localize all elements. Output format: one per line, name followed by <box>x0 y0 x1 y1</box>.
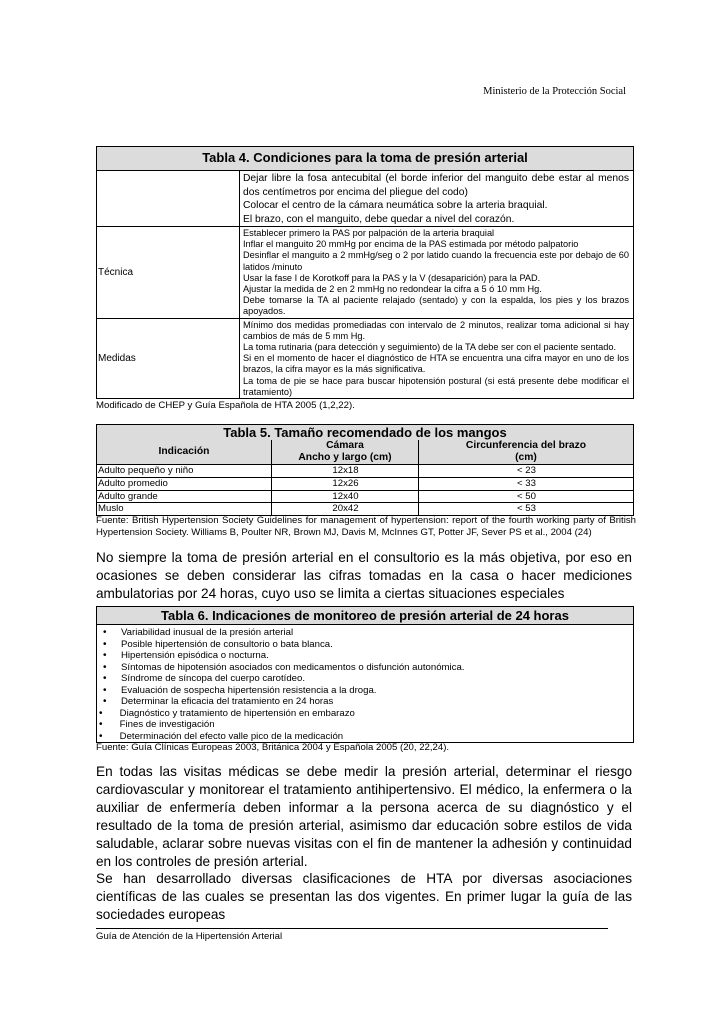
table-4 <box>96 146 634 399</box>
table-4-row-text <box>240 171 634 227</box>
table-row <box>97 171 634 227</box>
table-6-title: Tabla 6. Indicaciones de monitoreo de presión arterial de 24 horas <box>97 607 634 625</box>
list-item <box>99 719 633 731</box>
list-item-text: Evaluación de sospecha hipertensión resistencia a la droga. <box>121 684 377 696</box>
col-camara-line2: Ancho y largo (cm) <box>298 452 392 463</box>
table-row <box>97 490 634 503</box>
table-4-row-text <box>240 318 634 398</box>
list-item-text: Fines de investigación <box>117 719 215 730</box>
table-4-line: La toma rutinaria (para detección y seguimiento) de la TA debe ser con el paciente sentado. <box>243 342 616 353</box>
table-6-note: Fuente: Guía Clínicas Europeas 2003, Británica 2004 y Española 2005 (20, 22,24). <box>96 742 450 753</box>
table-row <box>97 227 634 319</box>
col-circ-line2: (cm) <box>515 452 537 463</box>
table-4-line: Usar la fase I de Korotkoff para la PAS y la V (desaparición) para la PAD. <box>243 272 541 283</box>
table-5-title: Tabla 5. Tamaño recomendado de los mangos <box>97 425 634 441</box>
table-row <box>97 318 634 398</box>
table-4-row-label <box>97 171 240 227</box>
table-4-row-text <box>240 227 634 319</box>
cell-camara: 12x40 <box>272 490 419 503</box>
list-item-text: Síndrome de síncopa del cuerpo carotídeo. <box>121 673 305 684</box>
list-item <box>99 731 633 743</box>
bullet-icon: • <box>103 650 107 661</box>
list-item-text: Diagnóstico y tratamiento de hipertensión en embarazo <box>117 707 355 719</box>
list-item <box>103 662 633 674</box>
table-4-row-label: Técnica <box>97 227 240 319</box>
table-row <box>97 503 634 516</box>
table-4-line: Desinflar el manguito a 2 mmHg/seg o 2 por latido cuando la frecuencia este por debajo de 60 latidos /minuto <box>243 250 629 272</box>
table-row <box>97 477 634 490</box>
list-item-text: Determinar la eficacia del tratamiento en 24 horas <box>121 696 334 707</box>
table-4-line: Ajustar la medida de 2 en 2 mmHg no redondear la cifra a 5 ó 10 mm Hg. <box>243 284 542 295</box>
cell-camara: 12x26 <box>272 477 419 490</box>
list-item <box>103 696 633 708</box>
cell-indicacion: Adulto pequeño y niño <box>97 465 272 478</box>
footer-title: Guía de Atención de la Hipertensión Arterial <box>96 931 283 942</box>
footer-divider <box>96 928 608 929</box>
cell-indicacion: Adulto promedio <box>97 477 272 490</box>
table-4-row-label: Medidas <box>97 318 240 398</box>
table-row <box>97 465 634 478</box>
paragraph-3: Se han desarrollado diversas clasificaciones de HTA por diversas asociaciones científicas de las cuales se presentan las dos vigentes. En primer lugar la guía de las sociedades europeas <box>96 871 632 922</box>
table-4-line: La toma de pie se hace para buscar hipotensión postural (si está presente debe modificar el tratamiento) <box>243 375 629 397</box>
cell-indicacion: Muslo <box>97 503 272 516</box>
bullet-icon: • <box>99 719 103 730</box>
cell-circ: < 53 <box>419 503 634 516</box>
list-item-text: Síntomas de hipotensión asociados con medicamentos o disfunción autonómica. <box>121 661 465 673</box>
table-6-list <box>97 625 634 743</box>
col-circ-line1: Circunferencia del brazo <box>465 440 587 451</box>
table-4-line: Mínimo dos medidas promediadas con intervalo de 2 minutos, realizar toma adicional si hay cambios de más de 5 mm Hg. <box>243 319 629 341</box>
table-4-line: Si en el momento de hacer el diagnóstico de HTA se encuentra una cifra mayor en uno de los brazos, la cifra mayor es la más significativa. <box>243 353 629 375</box>
bullet-icon: • <box>103 638 107 650</box>
col-camara <box>272 440 419 465</box>
paragraph-2: En todas las visitas médicas se debe medir la presión arterial, determinar el riesgo cardiovascular y monitorear el tratamiento antihipertensivo. El médico, la enfermera o la auxiliar de enfermería deben informar a la persona acerca de su diagnóstico y el resultado de la toma de presión arterial, asimismo dar educación sobre estilos de vida saludable, aclarar sobre nuevas visitas con el fin de mantener la adhesión y continuidad en los controles de presión arterial. <box>96 764 632 869</box>
bullet-icon: • <box>103 627 107 638</box>
list-item-text: Determinación del efecto valle pico de la medicación <box>117 730 344 742</box>
list-item <box>103 627 633 639</box>
list-item-text: Posible hipertensión de consultorio o bata blanca. <box>121 638 333 650</box>
table-4-line: Colocar el centro de la cámara neumática sobre la arteria braquial. <box>243 200 548 211</box>
table-4-line: Dejar libre la fosa antecubital (el borde inferior del manguito debe estar al menos dos centímetros por encima del pliegue del codo) <box>243 173 629 198</box>
table-4-line: Establecer primero la PAS por palpación de la arteria braquial <box>243 228 495 238</box>
list-item <box>103 685 633 697</box>
table-4-line: Debe tomarse la TA al paciente relajado (sentado) y con la espalda, los pies y los brazos apoyados. <box>243 295 629 317</box>
list-item <box>103 673 633 685</box>
table-4-title: Tabla 4. Condiciones para la toma de presión arterial <box>97 147 634 171</box>
paragraph-1: No siempre la toma de presión arterial en el consultorio es la más objetiva, por eso en ocasiones se deben considerar las cifras tomadas en la casa o hacer mediciones ambulatorias por 24 horas, cuyo uso se limita a ciertas situaciones especiales <box>96 550 632 601</box>
table-4-line: Inflar el manguito 20 mmHg por encima de la PAS estimada por método palpatorio <box>243 239 579 250</box>
bullet-icon: • <box>103 696 107 707</box>
cell-camara: 12x18 <box>272 465 419 478</box>
bullet-icon: • <box>103 661 107 673</box>
col-indicacion: Indicación <box>97 440 272 465</box>
cell-circ: < 33 <box>419 477 634 490</box>
table-5 <box>96 424 634 516</box>
bullet-icon: • <box>99 730 103 742</box>
list-item <box>103 639 633 651</box>
table-4-line: El brazo, con el manguito, debe quedar a nivel del corazón. <box>243 213 515 225</box>
table-6 <box>96 606 634 743</box>
bullet-icon: • <box>103 684 107 696</box>
table-4-note: Modificado de CHEP y Guía Española de HTA 2005 (1,2,22). <box>96 400 355 411</box>
list-item <box>99 708 633 720</box>
cell-indicacion: Adulto grande <box>97 490 272 503</box>
cell-circ: < 23 <box>419 465 634 478</box>
header-ministry: Ministerio de la Protección Social <box>483 86 626 97</box>
bullet-icon: • <box>99 707 103 719</box>
col-circunferencia <box>419 440 634 465</box>
bullet-icon: • <box>103 673 107 684</box>
list-item <box>103 650 633 662</box>
list-item-text: Variabilidad inusual de la presión arterial <box>121 627 294 638</box>
cell-circ: < 50 <box>419 490 634 503</box>
list-item-text: Hipertensión episódica o nocturna. <box>121 650 269 661</box>
table-5-note: Fuente: British Hypertension Society Guidelines for management of hypertension: report of the fourth working party of British Hypertension Society. Williams B, Poulter NR, Brown MJ, Davis M, McInnes GT, Potter JF, Sever PS et al., 2004 (24) <box>96 515 636 538</box>
col-camara-line1: Cámara <box>326 440 364 451</box>
table-5-header <box>97 440 634 465</box>
cell-camara: 20x42 <box>272 503 419 516</box>
